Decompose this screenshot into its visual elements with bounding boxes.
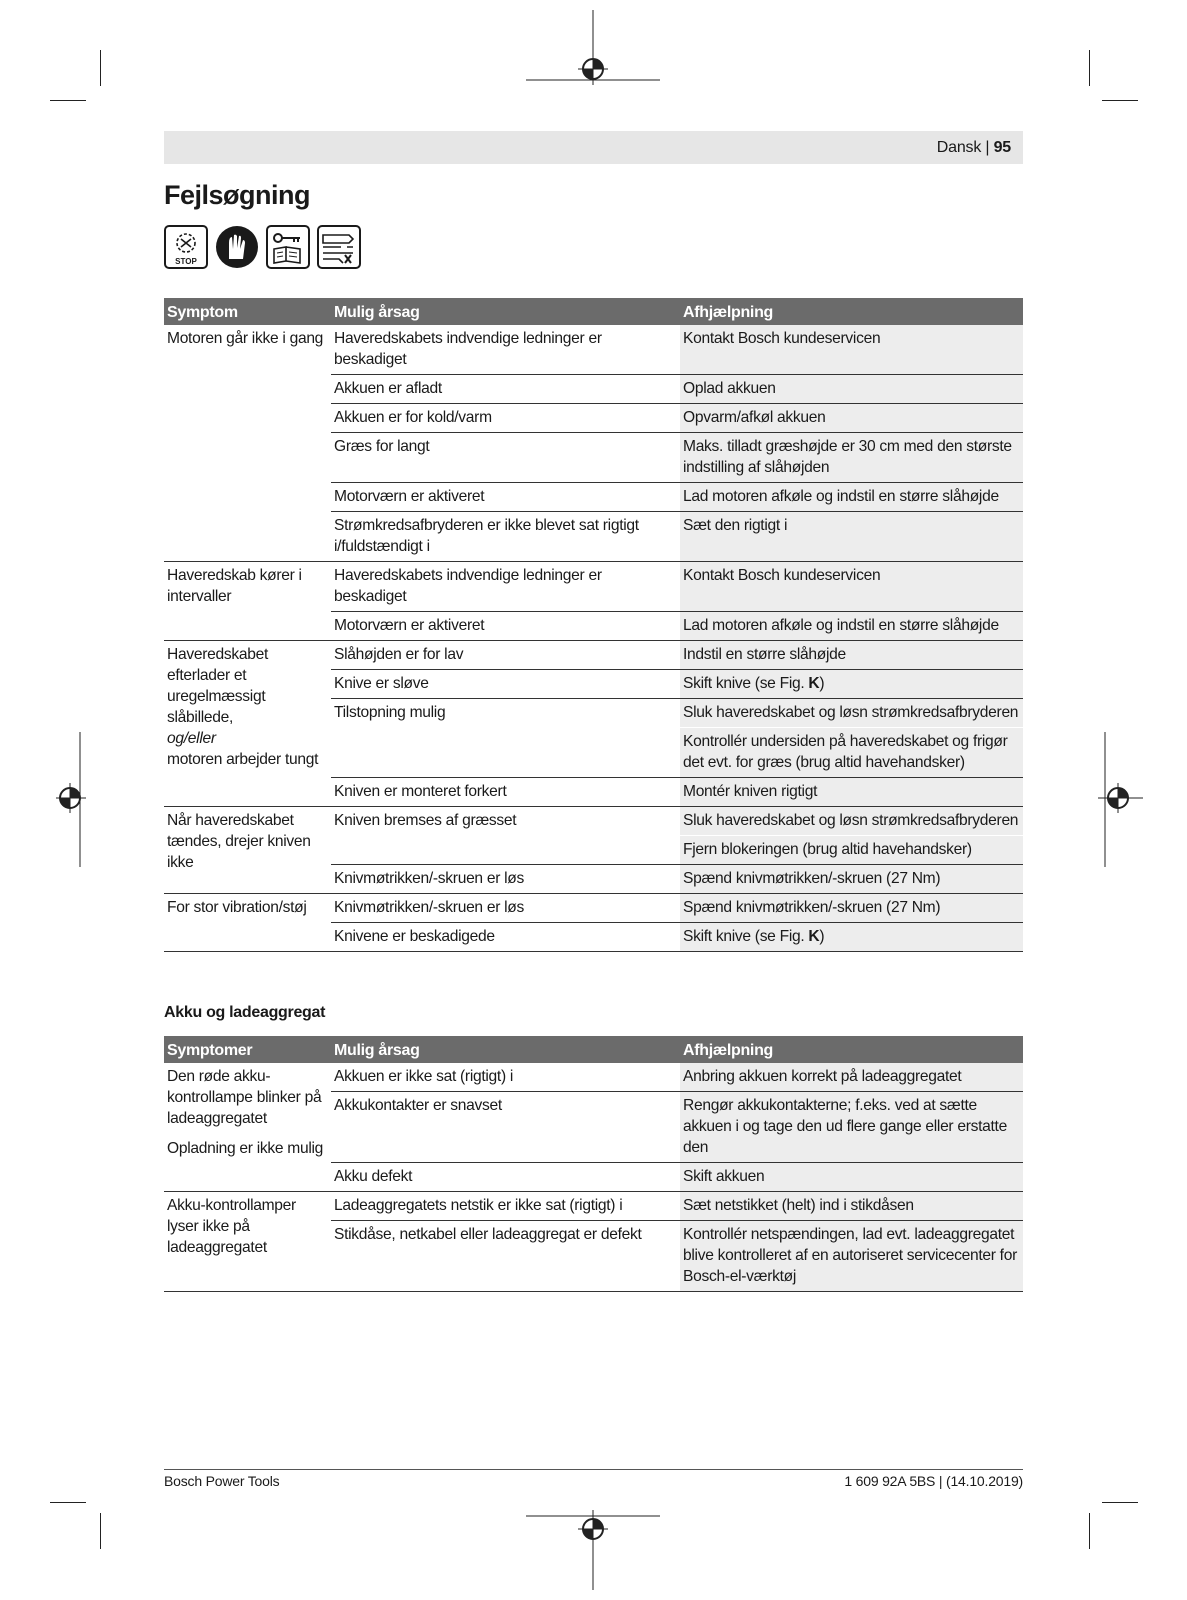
section-subheading: Akku og ladeaggregat [164, 1004, 326, 1021]
cause-cell: Haveredskabets indvendige ledninger er beskadiget [331, 562, 680, 612]
remedy-cell: Indstil en større slåhøjde [680, 641, 1023, 670]
blade-stop-icon [164, 225, 208, 269]
figure-reference: K [808, 928, 820, 945]
remedy-cell: Montér kniven rigtigt [680, 778, 1023, 807]
symptom-conjunction: og/eller [167, 730, 216, 747]
remedy-cell: Sluk haveredskabet og løsn strømkredsafbryderen [680, 807, 1023, 836]
remedy-cell: Spænd knivmøtrikken/-skruen (27 Nm) [680, 894, 1023, 923]
symptom-cell [164, 1063, 331, 1192]
registration-mark-left-icon [50, 732, 90, 867]
cause-cell: Akkuen er afladt [331, 375, 680, 404]
symptom-cell: For stor vibration/støj [164, 894, 331, 952]
cause-cell: Knivmøtrikken/-skruen er løs [331, 894, 680, 923]
table-row [164, 807, 1023, 836]
symptom-extra: Opladning er ikke mulig [167, 1140, 324, 1157]
column-header-symptom: Symptom [164, 298, 331, 325]
cause-cell: Slåhøjden er for lav [331, 641, 680, 670]
remedy-cell: Anbring akkuen korrekt på ladeaggregatet [680, 1063, 1023, 1092]
footer-brand: Bosch Power Tools [164, 1473, 280, 1489]
remedy-cell: Rengør akkukontakterne; f.eks. ved at sætte akkuen i og tage den ud flere gange eller erstatte den [680, 1092, 1023, 1163]
remedy-cell: Skift knive (se Fig. K) [680, 923, 1023, 952]
remedy-cell: Sæt den rigtigt i [680, 512, 1023, 562]
figure-reference: K [808, 675, 820, 692]
table-row [164, 562, 1023, 612]
page-number: 95 [993, 139, 1011, 156]
cause-cell: Haveredskabets indvendige ledninger er beskadiget [331, 325, 680, 375]
cause-cell: Knivmøtrikken/-skruen er løs [331, 865, 680, 894]
remedy-cell: Lad motoren afkøle og indstil en større slåhøjde [680, 483, 1023, 512]
table-row [164, 325, 1023, 375]
safety-icons [164, 225, 361, 271]
remedy-cell: Skift akkuen [680, 1163, 1023, 1192]
disconnect-icon [317, 225, 361, 269]
battery-charger-table [164, 1036, 1023, 1292]
column-header-cause: Mulig årsag [331, 298, 680, 325]
cause-cell: Akkuen er for kold/varm [331, 404, 680, 433]
key-manual-icon [266, 225, 310, 269]
cause-cell: Akkukontakter er snavset [331, 1092, 680, 1163]
gloves-icon [215, 225, 259, 269]
remedy-cell: Sæt netstikket (helt) ind i stikdåsen [680, 1192, 1023, 1221]
header-text [937, 139, 1011, 157]
column-header-remedy: Afhjælpning [680, 1036, 1023, 1063]
header-language: Dansk [936, 139, 982, 156]
table-header-row [164, 298, 1023, 325]
remedy-cell: Kontakt Bosch kundeservicen [680, 562, 1023, 612]
remedy-cell: Sluk haveredskabet og løsn strømkredsafbryderen [680, 699, 1023, 728]
column-header-cause: Mulig årsag [331, 1036, 680, 1063]
remedy-cell: Kontakt Bosch kundeservicen [680, 325, 1023, 375]
column-header-remedy: Afhjælpning [680, 298, 1023, 325]
cause-cell: Kniven er monteret forkert [331, 778, 680, 807]
symptom-text: Haveredskabet efterlader et uregelmæssigt slåbillede, [167, 646, 268, 726]
registration-mark-bottom-icon [526, 1510, 666, 1600]
cause-cell: Græs for langt [331, 433, 680, 483]
column-header-symptoms: Symptomer [164, 1036, 331, 1063]
table-header-row [164, 1036, 1023, 1063]
cause-cell: Strømkredsafbryderen er ikke blevet sat rigtigt i/fuldstændigt i [331, 512, 680, 562]
registration-mark-right-icon [1098, 732, 1143, 867]
cause-cell: Knive er sløve [331, 670, 680, 699]
symptom-text: Den røde akku-kontrollampe blinker på ladeaggregatet [167, 1068, 322, 1127]
symptom-cell: Akku-kontrollamper lyser ikke på ladeaggregatet [164, 1192, 331, 1292]
cause-cell: Motorværn er aktiveret [331, 483, 680, 512]
remedy-cell: Opvarm/afkøl akkuen [680, 404, 1023, 433]
cause-cell: Kniven bremses af græsset [331, 807, 680, 865]
cause-cell: Akku defekt [331, 1163, 680, 1192]
page-title: Fejlsøgning [164, 180, 310, 210]
registration-mark-top-icon [526, 10, 666, 110]
remedy-cell: Kontrollér undersiden på haveredskabet og frigør det evt. for græs (brug altid havehandsker) [680, 728, 1023, 778]
symptom-text-tail: motoren arbejder tungt [167, 751, 319, 768]
remedy-cell: Skift knive (se Fig. K) [680, 670, 1023, 699]
footer-divider [164, 1469, 1023, 1470]
footer-doc-number: 1 609 92A 5BS | (14.10.2019) [844, 1473, 1023, 1489]
cause-cell: Knivene er beskadigede [331, 923, 680, 952]
remedy-cell: Kontrollér netspændingen, lad evt. ladeaggregatet blive kontrolleret af en autoriseret servicecenter for Bosch-el-værktøj [680, 1221, 1023, 1292]
troubleshooting-table [164, 298, 1023, 952]
table-row [164, 641, 1023, 670]
symptom-cell: Når haveredskabet tændes, drejer kniven ikke [164, 807, 331, 894]
remedy-cell: Spænd knivmøtrikken/-skruen (27 Nm) [680, 865, 1023, 894]
header-separator: | [981, 139, 994, 156]
cause-cell: Ladeaggregatets netstik er ikke sat (rigtigt) i [331, 1192, 680, 1221]
remedy-cell: Oplad akkuen [680, 375, 1023, 404]
table-row [164, 1192, 1023, 1221]
table-row [164, 1063, 1023, 1092]
cause-cell: Stikdåse, netkabel eller ladeaggregat er defekt [331, 1221, 680, 1292]
cause-cell: Tilstopning mulig [331, 699, 680, 778]
cause-cell: Motorværn er aktiveret [331, 612, 680, 641]
symptom-cell: Haveredskab kører i intervaller [164, 562, 331, 641]
symptom-cell: Motoren går ikke i gang [164, 325, 331, 562]
stop-label: STOP [175, 257, 197, 266]
remedy-cell: Maks. tilladt græshøjde er 30 cm med den største indstilling af slåhøjden [680, 433, 1023, 483]
page-header [164, 131, 1023, 164]
remedy-cell: Lad motoren afkøle og indstil en større slåhøjde [680, 612, 1023, 641]
table-row [164, 894, 1023, 923]
remedy-cell: Fjern blokeringen (brug altid havehandsker) [680, 836, 1023, 865]
symptom-cell [164, 641, 331, 807]
cause-cell: Akkuen er ikke sat (rigtigt) i [331, 1063, 680, 1092]
